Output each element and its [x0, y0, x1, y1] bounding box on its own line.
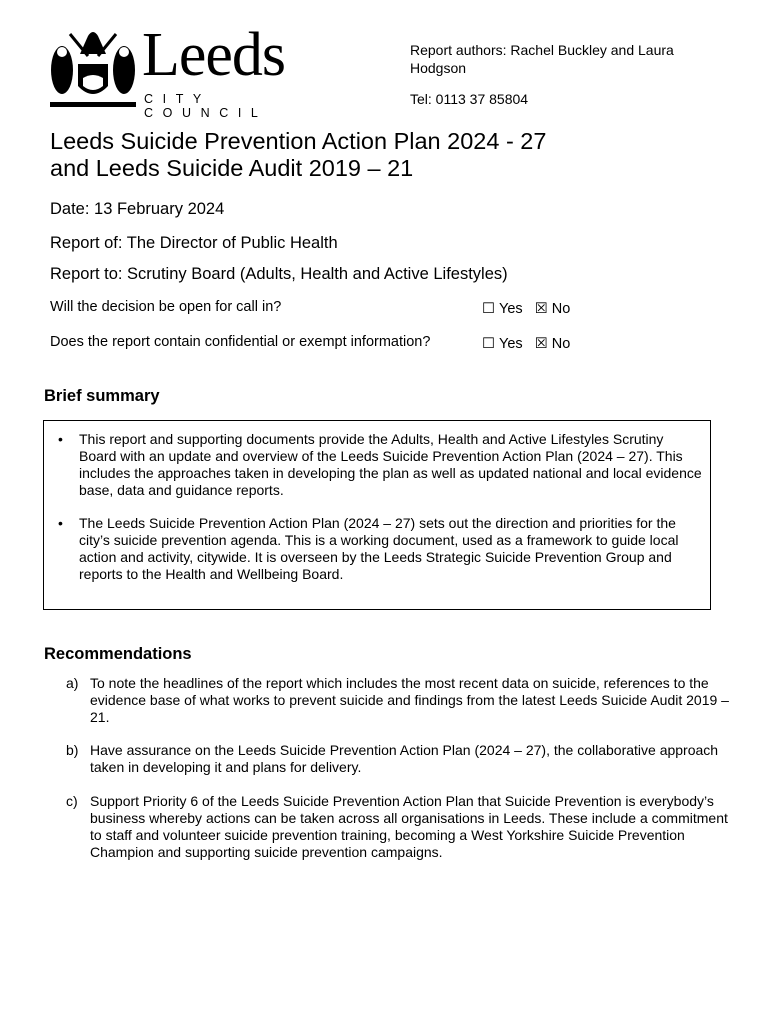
confidential-answer: ☐ Yes ☒ No	[482, 336, 571, 352]
document-page: Leeds CITY COUNCIL Report authors: Rachel Buckley and Laura Hodgson Tel: 0113 37 85804 Leeds Suicide Prevention Action Plan 2024 - 27 and Leeds Suicide Audit 2019 – 21 Date: 13 February 2024 Report of: The Director of Public Health Report to: Scrutiny Board (Adults, Health and Active Lifestyles) Will the decision be open for call in? ☐ Yes ☒ No Does the report contain confidential or exempt information? ☐ Yes ☒ No Brief summary • This report and supporting documents provide the Adults, Health and Active Lifestyles Scrutiny Board with an update and overview of the Leeds Suicide Prevention Action Plan (2024 – 27). This includes the approaches taken in developing the plan as well as updated national and local evidence base, data and guidance reports. • The Leeds Suicide Prevention Action Plan (2024 – 27) sets out the direction and priorities for the city’s suicide prevention agenda. This is a working document, used as a framework to guide local action and activity, citywide. It is overseen by the Leeds Strategic Suicide Prevention Group and reports to the Health and Wellbeing Board. Recommendations a) To note the headlines of the report which includes the most recent data on suicide, references to the evidence base of what works to prevent suicide and findings from the latest Leeds Suicide Audit 2019 – 21. b) Have assurance on the Leeds Suicide Prevention Action Plan (2024 – 27), the collaborative approach taken in developing it and plans for delivery. c) Support Priority 6 of the Leeds Suicide Prevention Action Plan that Suicide Prevention is everybody’s business whereby actions can be taken across all organisations in Leeds. These include a commitment to staff and volunteer suicide prevention training, becoming a West Yorkshire Suicide Prevention Champion and supporting suicide prevention campaigns.	[0, 0, 770, 1024]
recommendations-heading: Recommendations	[44, 645, 192, 663]
report-authors: Report authors: Rachel Buckley and Laura Hodgson	[410, 42, 674, 76]
report-date: Date: 13 February 2024	[50, 200, 225, 218]
question-call-in: Will the decision be open for call in?	[50, 299, 282, 315]
bullet-icon: •	[58, 515, 63, 531]
brief-summary-heading: Brief summary	[44, 387, 160, 405]
telephone: Tel: 0113 37 85804	[410, 91, 529, 107]
checkbox-checked-icon[interactable]: ☒	[534, 301, 548, 317]
call-in-answer: ☐ Yes ☒ No	[482, 301, 571, 317]
question-confidential: Does the report contain confidential or exempt information?	[50, 334, 431, 350]
report-of: Report of: The Director of Public Health	[50, 234, 338, 252]
checkbox-unchecked-icon[interactable]: ☐	[482, 301, 495, 317]
coat-of-arms-icon	[48, 28, 138, 108]
summary-box: • This report and supporting documents provide the Adults, Health and Active Lifestyles Scrutiny Board with an update and overview of the Leeds Suicide Prevention Action Plan (2024 – 27). This includes the approaches taken in developing the plan as well as updated national and local evidence base, data and guidance reports. • The Leeds Suicide Prevention Action Plan (2024 – 27) sets out the direction and priorities for the city’s suicide prevention agenda. This is a working document, used as a framework to guide local action and activity, citywide. It is overseen by the Leeds Strategic Suicide Prevention Group and reports to the Health and Wellbeing Board.	[43, 420, 711, 610]
report-to: Report to: Scrutiny Board (Adults, Health and Active Lifestyles)	[50, 265, 508, 283]
page-title: Leeds Suicide Prevention Action Plan 2024 - 27 and Leeds Suicide Audit 2019 – 21	[50, 128, 547, 181]
leeds-city-council-logo: Leeds CITY COUNCIL	[48, 28, 328, 108]
checkbox-unchecked-icon[interactable]: ☐	[482, 336, 495, 352]
checkbox-checked-icon[interactable]: ☒	[534, 336, 548, 352]
bullet-icon: •	[58, 431, 63, 447]
